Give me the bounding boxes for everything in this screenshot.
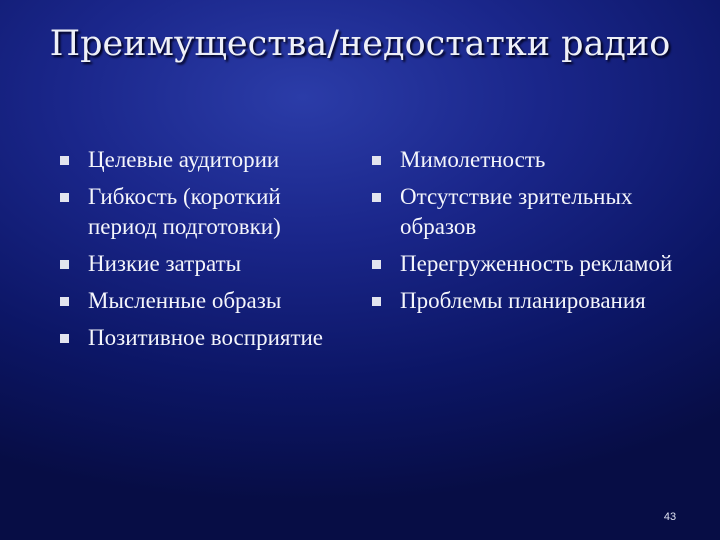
advantage-item (58, 323, 348, 353)
square-bullet-icon (372, 260, 381, 269)
advantage-text: Мысленные образы (88, 288, 282, 313)
disadvantage-item (370, 145, 700, 175)
square-bullet-icon (60, 193, 69, 202)
advantage-text: Гибкость (короткий период подготовки) (88, 184, 281, 239)
advantage-item (58, 145, 348, 175)
advantages-list (58, 145, 348, 360)
square-bullet-icon (372, 193, 381, 202)
disadvantage-text: Проблемы планирования (400, 288, 646, 313)
page-number: 43 (663, 511, 677, 523)
disadvantage-item (370, 286, 700, 316)
advantage-item (58, 182, 348, 242)
advantage-text: Целевые аудитории (88, 147, 280, 172)
square-bullet-icon (60, 297, 69, 306)
square-bullet-icon (60, 334, 69, 343)
square-bullet-icon (372, 156, 381, 165)
square-bullet-icon (60, 156, 69, 165)
disadvantages-list (370, 145, 700, 323)
square-bullet-icon (372, 297, 381, 306)
advantage-text: Позитивное восприятие (88, 325, 324, 350)
disadvantage-text: Мимолетность (400, 147, 546, 172)
disadvantage-item (370, 182, 700, 242)
advantage-item (58, 286, 348, 316)
slide-title: Преимущества/недостатки радио (49, 24, 671, 64)
square-bullet-icon (60, 260, 69, 269)
disadvantage-item (370, 249, 700, 279)
disadvantage-text: Перегруженность рекламой (400, 251, 673, 276)
advantage-text: Низкие затраты (88, 251, 242, 276)
disadvantage-text: Отсутствие зрительных образов (400, 184, 633, 239)
advantage-item (58, 249, 348, 279)
